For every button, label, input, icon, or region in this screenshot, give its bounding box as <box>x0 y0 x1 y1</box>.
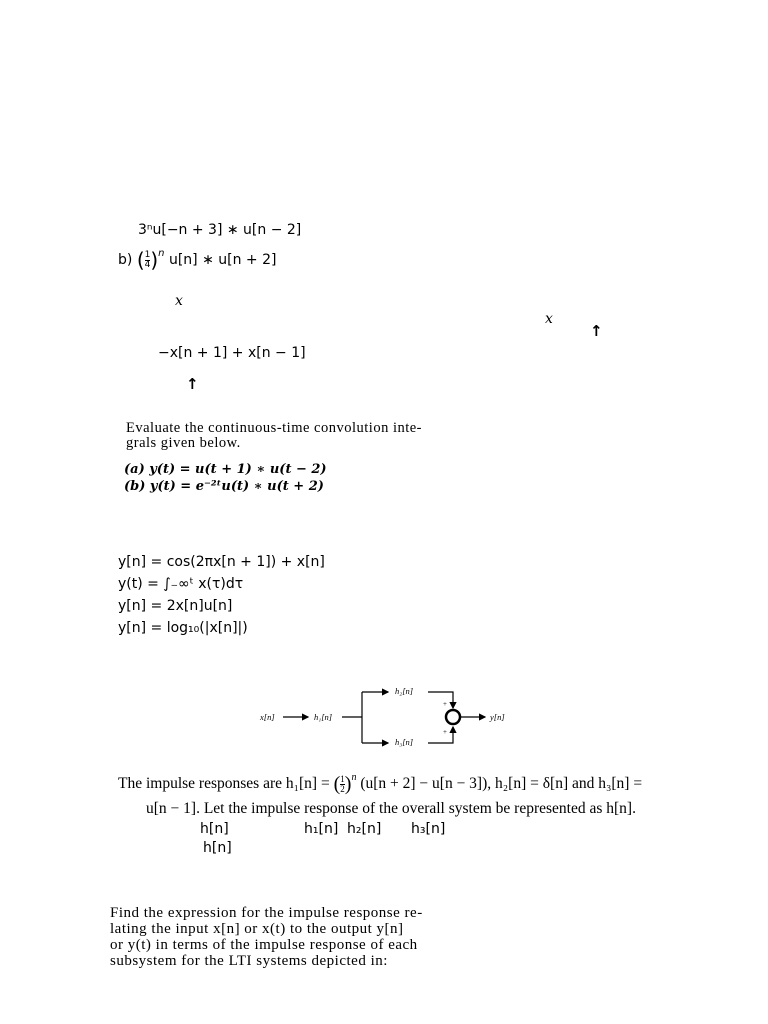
summing-junction-icon <box>446 710 460 724</box>
up-arrow-icon: ↑ <box>590 322 603 340</box>
fraction-half: $\frac{1}{2}$ <box>340 773 345 794</box>
h2n-ref: h₂[n] <box>347 821 382 837</box>
h3-to-sum <box>428 727 453 743</box>
system-1: y[n] = cos(2πx[n + 1]) + x[n] <box>118 554 325 570</box>
hn-ref-1: h[n] <box>200 821 229 837</box>
output-label: y[n] <box>490 712 505 722</box>
variable-x: x <box>175 293 183 309</box>
find-line1: Find the expression for the impulse response re- <box>110 905 423 921</box>
system-2: y(t) = ∫₋∞ᵗ x(τ)dτ <box>118 576 244 592</box>
h3n-ref: h₃[n] <box>411 821 446 837</box>
ct-intro-line2: grals given below. <box>126 435 241 451</box>
part-b-label: b) <box>118 252 133 268</box>
h2-label: h₂[n] <box>395 686 414 696</box>
conv-expression-b: b) ( $\frac{1}{4}$ )$^n$ u[n] ∗ u[n + 2] <box>118 248 277 272</box>
up-arrow-icon-2: ↑ <box>186 375 199 393</box>
find-line3: or y(t) in terms of the impulse response of each <box>110 937 418 953</box>
find-line2: lating the input x[n] or x(t) to the output y[n] <box>110 921 404 937</box>
h2-to-sum <box>428 692 453 708</box>
ct-part-b: (b) y(t) = e⁻²ᵗu(t) ∗ u(t + 2) <box>124 479 324 494</box>
h1-label: h₁[n] <box>314 712 333 722</box>
conv-b-rest: u[n] ∗ u[n + 2] <box>168 252 277 268</box>
plus-bottom: + <box>443 728 447 736</box>
plus-top: + <box>443 700 447 708</box>
system-3: y[n] = 2x[n]u[n] <box>118 598 233 614</box>
shift-expression: −x[n + 1] + x[n − 1] <box>158 345 306 361</box>
h3-label: h₃[n] <box>395 737 414 747</box>
h1n-ref: h₁[n] <box>304 821 339 837</box>
find-line4: subsystem for the LTI systems depicted in: <box>110 953 388 969</box>
fraction-quarter: $\frac{1}{4}$ <box>144 249 151 270</box>
input-label: x[n] <box>260 712 275 722</box>
variable-x-right: x <box>545 311 553 327</box>
ct-part-a: (a) y(t) = u(t + 1) ∗ u(t − 2) <box>124 462 327 477</box>
ct-intro-line1: Evaluate the continuous-time convolution inte- <box>126 420 423 436</box>
impulse-line1: The impulse responses are h₁[n] = ( $\frac{1}{2}$ )$^n$ (u[n + 2] − u[n − 3]), h₂[n] = δ[n] and h₃[n] = <box>118 772 643 795</box>
block-diagram <box>250 680 530 750</box>
system-4: y[n] = log₁₀(|x[n]|) <box>118 620 248 636</box>
conv-expression-a: 3ⁿu[−n + 3] ∗ u[n − 2] <box>138 222 302 238</box>
hn-ref-2: h[n] <box>203 840 232 856</box>
impulse-line2: u[n − 1]. Let the impulse response of the overall system be represented as h[n]. <box>146 800 636 817</box>
